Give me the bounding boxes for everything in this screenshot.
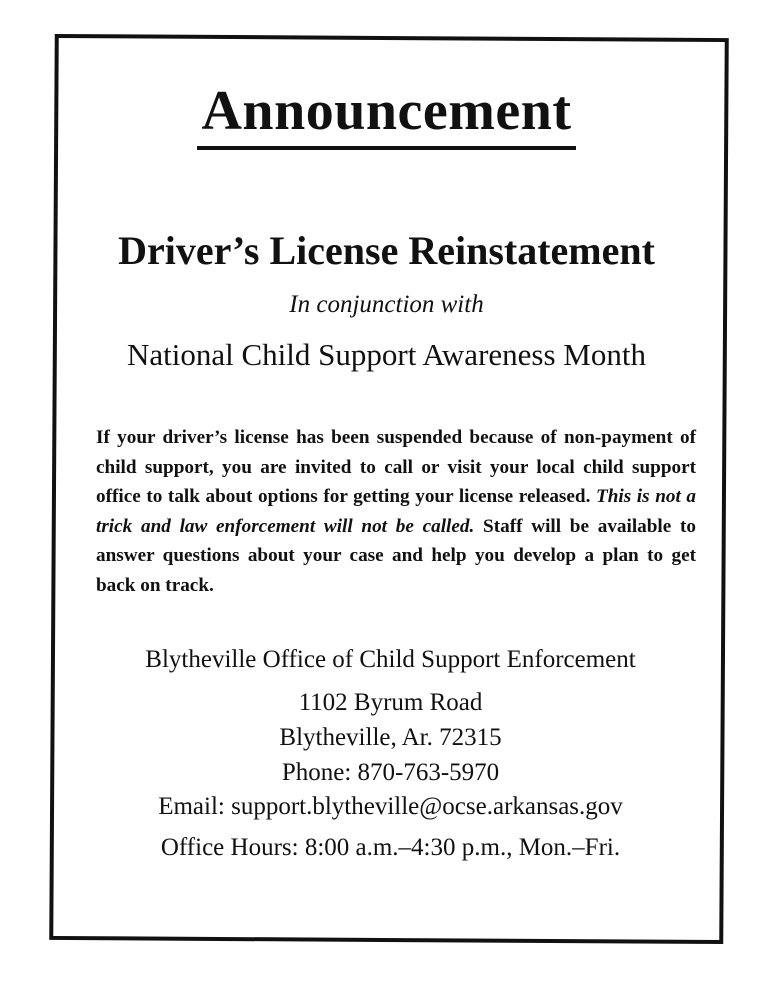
office-phone: Phone: 870-763-5970 bbox=[281, 759, 500, 786]
body-part-1: If your driver’s license has been suspended because of non-payment of child support, you are invited to call or visit your local child support office to talk about options for getting your license released. bbox=[96, 427, 696, 507]
body-emphasis: This is not a trick and law enforcement will not be called. bbox=[96, 486, 696, 537]
announcement-title: Announcement bbox=[197, 80, 575, 150]
body-part-2: Staff will be available to answer questions about your case and help you develop a plan to get back on track. bbox=[96, 515, 697, 596]
title-wrap bbox=[0, 80, 773, 150]
conjunction-line: In conjunction with bbox=[289, 291, 484, 318]
office-city: Blytheville, Ar. 72315 bbox=[279, 724, 502, 751]
office-hours: Office Hours: 8:00 a.m.–4:30 p.m., Mon.–Fri. bbox=[160, 834, 621, 861]
announcement-body bbox=[96, 423, 696, 600]
office-email: Email: support.blytheville@ocse.arkansas.gov bbox=[158, 793, 623, 820]
awareness-month: National Child Support Awareness Month bbox=[127, 337, 646, 372]
office-address: 1102 Byrum Road bbox=[298, 689, 483, 716]
announcement-subtitle: Driver’s License Reinstatement bbox=[118, 228, 655, 273]
office-name: Blytheville Office of Child Support Enforcement bbox=[145, 646, 636, 673]
